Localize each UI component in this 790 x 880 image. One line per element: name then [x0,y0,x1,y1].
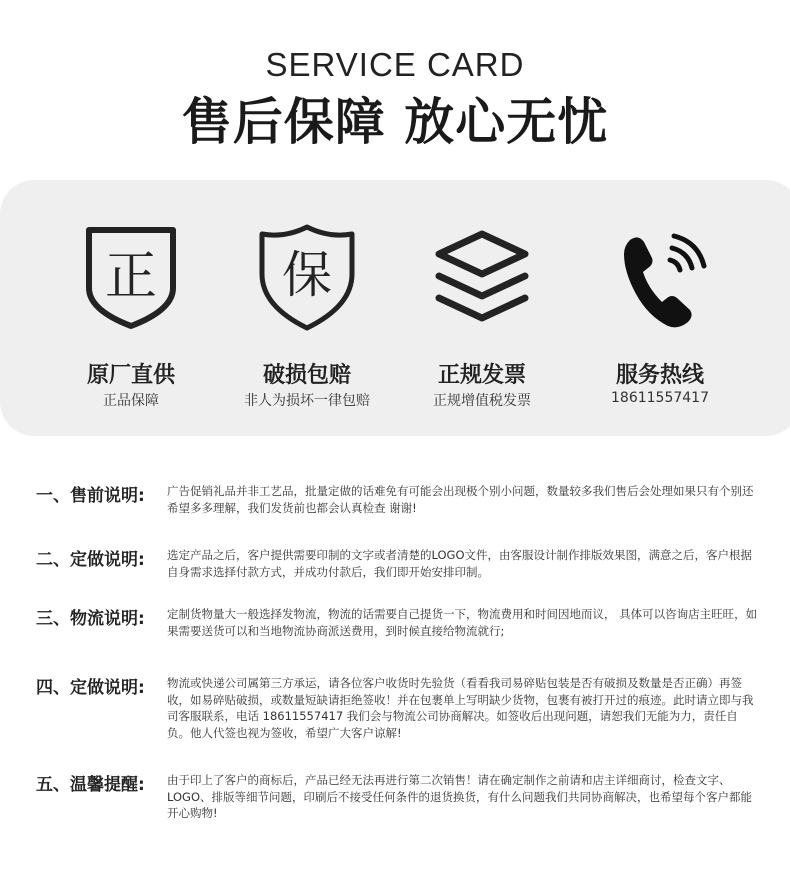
note-label: 一、售前说明: [36,486,145,506]
bao-shield-icon [257,222,357,332]
feature-subtitle: 正品保障 [103,393,159,409]
page-title: 售后保障 放心无忧 [181,93,609,151]
zheng-shield-icon [81,222,181,332]
feature-title: 服务热线 [615,363,704,388]
feature-subtitle: 18611557417 [611,390,709,406]
note-text: 由于印上了客户的商标后，产品已经无法再进行第二次销售！请在确定制作之前请和店主详细商讨，检查文字、LOGO、排版等细节问题，印刷后不接受任何条件的退货换货，有什么问题我们共同协商解决，也希望每个客户都能开心购物! [167,773,753,820]
feature-subtitle: 正规增值税发票 [433,393,531,409]
shield-char-bao: 保 [282,246,332,304]
note-label: 三、物流说明: [36,609,145,629]
feature-panel [0,180,790,436]
shield-char-zheng: 正 [104,247,158,307]
note-label: 四、定做说明: [36,678,145,698]
stack-layers-icon [432,222,532,332]
note-text: 广告促销礼品并非工艺品，批量定做的话难免有可能会出现极个别小问题，数量较多我们售后会处理如果只有个别还希望多多理解，我们发货前也都会认真检查 谢谢! [167,484,754,515]
note-text: 定制货物量大一般选择发物流，物流的话需要自己提货一下，物流费用和时间因地而议， 具体可以咨询店主旺旺，如果需要送货可以和当地物流协商派送费用，到时候直接给物流就行; [167,607,758,638]
feature-title: 破损包赔 [262,363,351,388]
note-label: 二、定做说明: [36,550,145,570]
feature-title: 正规发票 [437,363,526,388]
feature-subtitle: 非人为损坏一律包赔 [244,393,370,409]
note-label: 五、温馨提醒: [36,775,145,795]
phone-icon [610,222,710,332]
feature-title: 原厂直供 [86,363,175,388]
note-text: 选定产品之后，客户提供需要印制的文字或者清楚的LOGO文件，由客服设计制作排版效果图，满意之后，客户根据自身需求选择付款方式，并成功付款后，我们即开始安排印制。 [167,548,753,579]
en-title: SERVICE CARD [265,46,525,83]
note-text: 物流或快递公司属第三方承运，请各位客户收货时先验货（看看我司易碎贴包装是否有破损及数量是否正确）再签收，如易碎贴破损，或数量短缺请拒绝签收！并在包裹单上写明缺少货物，包裹有被打开过的痕迹。此时请立即与我司客服联系，电话 18611557417 我们会与物流公司协商解决。如签收后出现问题，请恕我们无能为力，责任自负。他人代签也视为签收，希望广大客户谅解! [167,676,754,740]
